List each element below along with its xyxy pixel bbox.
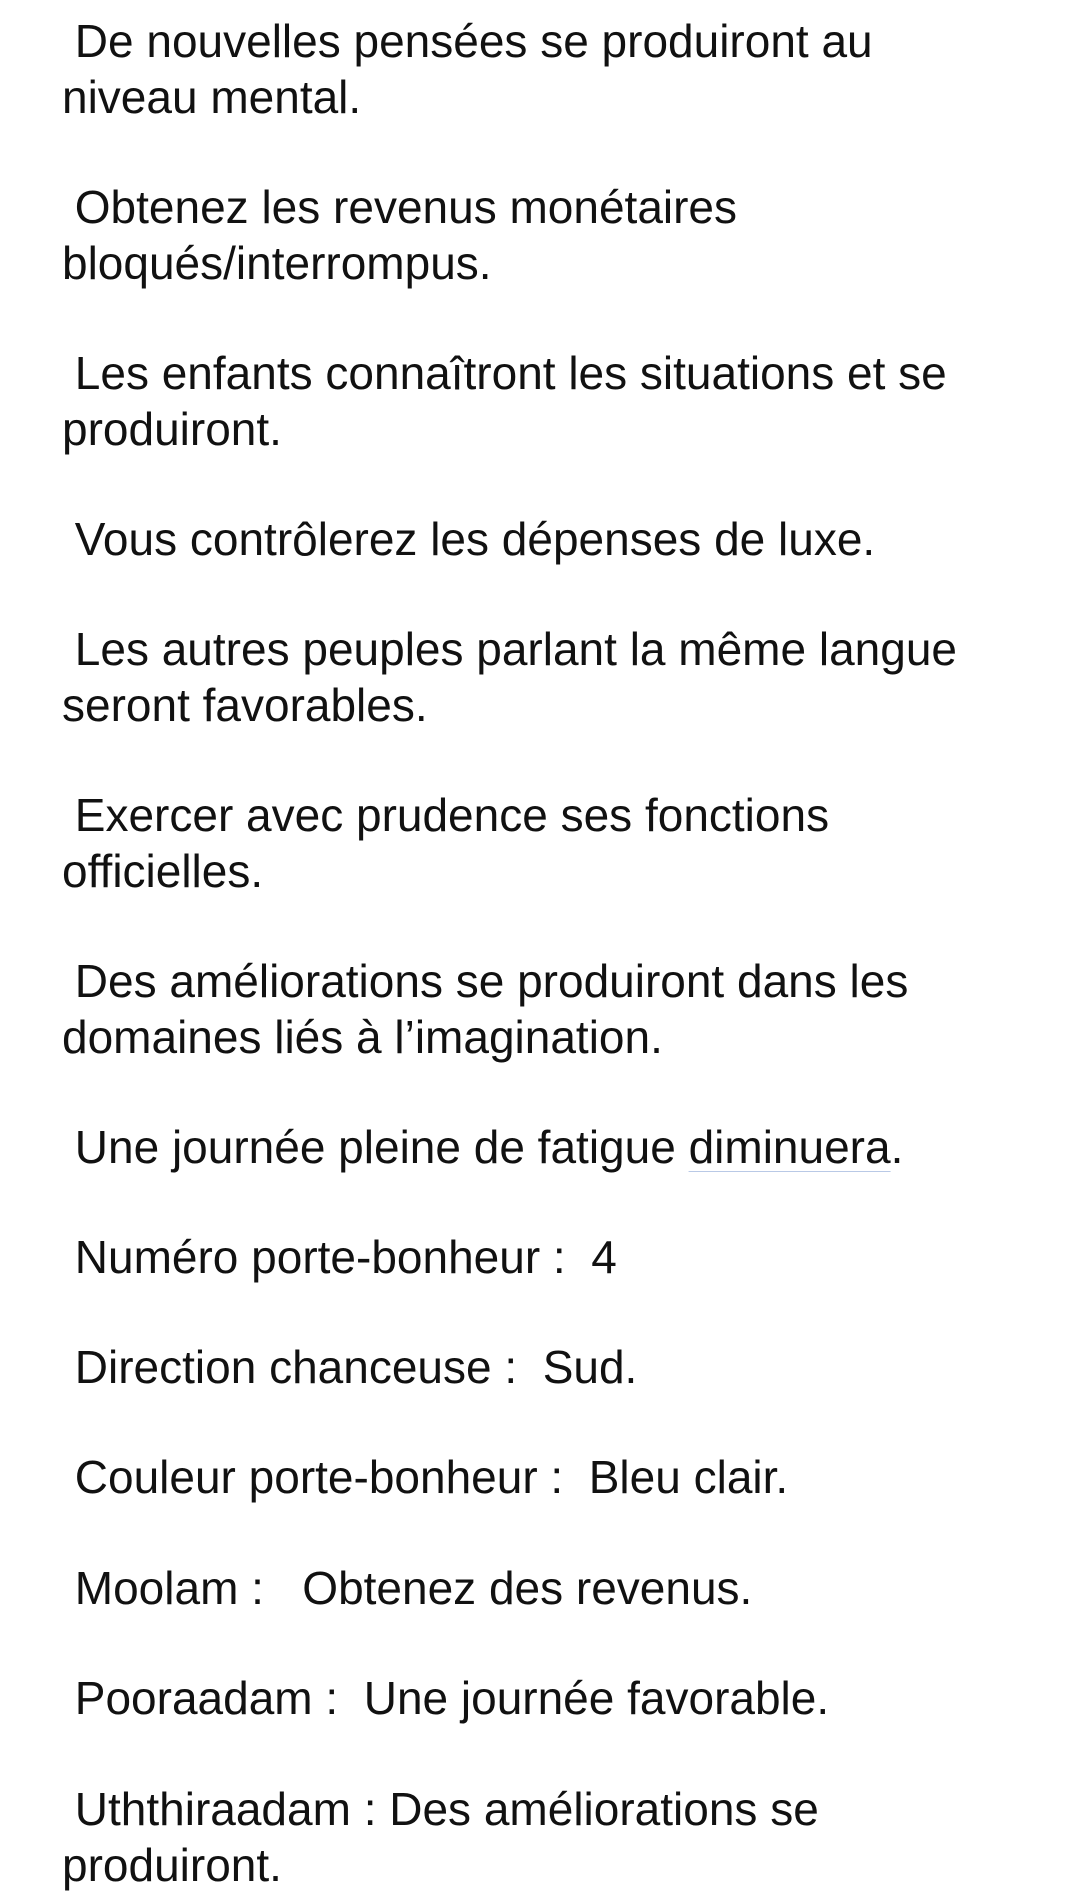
paragraph-line: niveau mental. (62, 71, 362, 123)
paragraph-line: Numéro porte-bonheur : 4 (62, 1231, 617, 1283)
paragraph-line: bloqués/interrompus. (62, 237, 492, 289)
paragraph-line: Couleur porte-bonheur : Bleu clair. (62, 1451, 789, 1503)
lucky-number (62, 1229, 1062, 1285)
paragraph-fatigue (62, 1119, 1062, 1175)
paragraph-luxury-expenses (62, 511, 1062, 567)
paragraph-line: Obtenez les revenus monétaires (62, 181, 738, 233)
paragraph-line: officielles. (62, 845, 264, 897)
paragraph-line: Des améliorations se produiront dans les (62, 955, 909, 1007)
paragraph-other-peoples (62, 621, 1062, 733)
paragraph-line: Direction chanceuse : Sud. (62, 1341, 638, 1393)
paragraph-line: seront favorables. (62, 679, 428, 731)
paragraph-new-thoughts (62, 13, 1062, 125)
paragraph-line: Les autres peuples parlant la même langue (62, 623, 958, 675)
star-moolam (62, 1560, 1062, 1616)
underlined-word: diminuera (688, 1121, 891, 1173)
lucky-color (62, 1449, 1062, 1505)
paragraph-blocked-income (62, 179, 1062, 291)
paragraph-line: produiront. (62, 403, 282, 455)
paragraph-line: produiront. (62, 1839, 282, 1891)
paragraph-line: Uththiraadam : Des améliorations se (62, 1783, 819, 1835)
paragraph-official-duties (62, 787, 1062, 899)
paragraph-line: Exercer avec prudence ses fonctions (62, 789, 830, 841)
paragraph-text: . (890, 1121, 904, 1173)
paragraph-line: domaines liés à l’imagination. (62, 1011, 663, 1063)
lucky-direction (62, 1339, 1062, 1395)
star-pooraadam (62, 1670, 1062, 1726)
paragraph-line: Moolam : Obtenez des revenus. (62, 1562, 753, 1614)
paragraph-line: De nouvelles pensées se produiront au (62, 15, 873, 67)
paragraph-text: Une journée pleine de fatigue (62, 1121, 689, 1173)
paragraph-children (62, 345, 1062, 457)
paragraph-line: Pooraadam : Une journée favorable. (62, 1672, 830, 1724)
paragraph-line: Les enfants connaîtront les situations et se (62, 347, 947, 399)
star-uththiraadam (62, 1781, 1062, 1893)
paragraph-imagination (62, 953, 1062, 1065)
paragraph-line: Vous contrôlerez les dépenses de luxe. (62, 513, 876, 565)
